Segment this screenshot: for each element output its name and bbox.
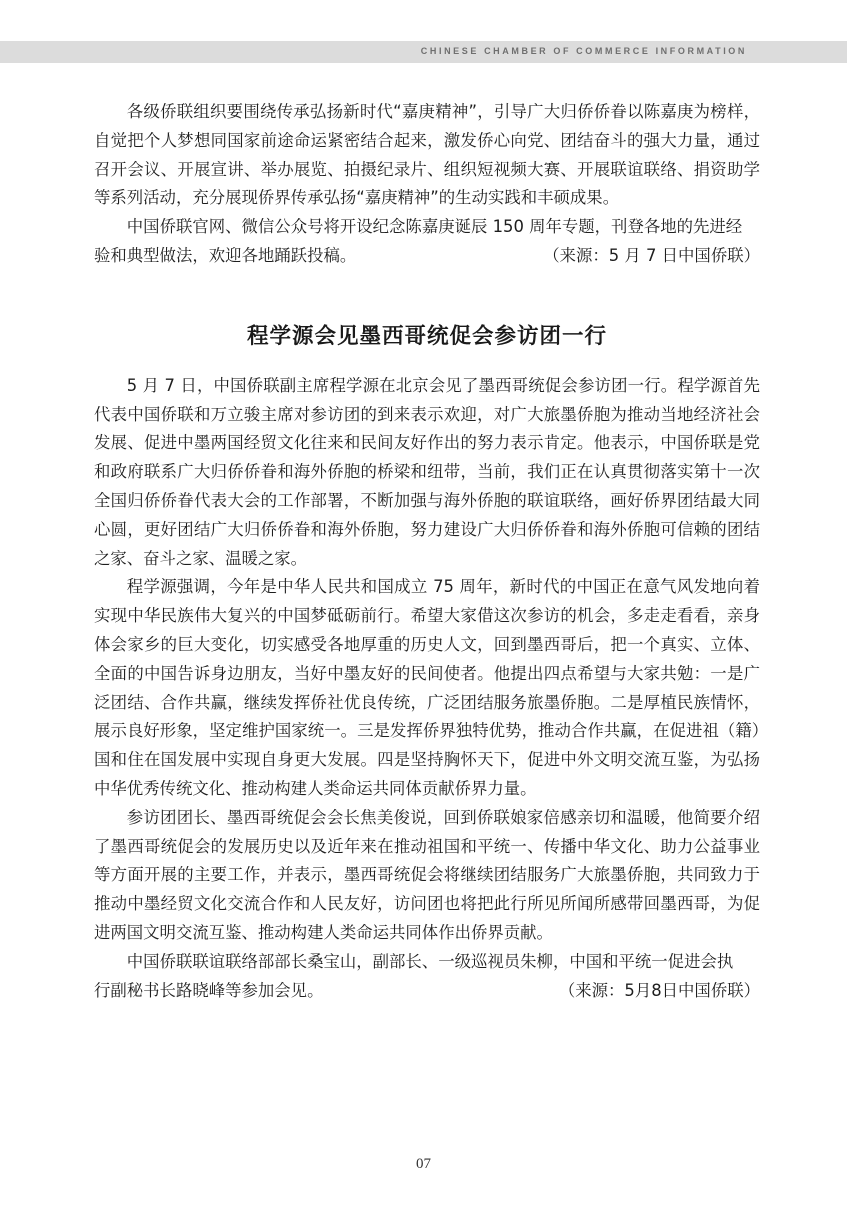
article1-closing-line <box>94 242 760 271</box>
article1-source: （来源：5 月 7 日中国侨联） <box>543 245 760 265</box>
page-number: 07 <box>416 1156 431 1172</box>
article2-paragraph-1: 5 月 7 日，中国侨联副主席程学源在北京会见了墨西哥统促会参访团一行。程学源首先代表中国侨联和万立骏主席对参访团的到来表示欢迎，对广大旅墨侨胞为推动当地经济社会发展、促进中墨两国经贸文化往来和民间友好作出的努力表示肯定。他表示，中国侨联是党和政府联系广大归侨侨眷和海外侨胞的桥梁和纽带，当前，我们正在认真贯彻落实第十一次全国归侨侨眷代表大会的工作部署，不断加强与海外侨胞的联谊联络，画好侨界团结最大同心圆，更好团结广大归侨侨眷和海外侨胞，努力建设广大归侨侨眷和海外侨胞可信赖的团结之家、奋斗之家、温暖之家。 <box>94 375 760 568</box>
article2-paragraph-4-line1: 中国侨联联谊联络部部长桑宝山，副部长、一级巡视员朱柳，中国和平统一促进会执 <box>126 951 734 971</box>
article2-title: 程学源会见墨西哥统促会参访团一行 <box>246 323 607 349</box>
article2-paragraph-4-line2: 行副秘书长路晓峰等参加会见。 <box>94 980 324 1000</box>
page-content <box>94 98 760 1005</box>
article1-paragraph-2-line2: 验和典型做法，欢迎各地踊跃投稿。 <box>94 245 357 265</box>
article1-paragraph-2-line1: 中国侨联官网、微信公众号将开设纪念陈嘉庚诞辰 150 周年专题，刊登各地的先进经 <box>126 217 743 237</box>
article2-paragraph-3: 参访团团长、墨西哥统促会会长焦美俊说，回到侨联娘家倍感亲切和温暖，他简要介绍了墨西哥统促会的发展历史以及近年来在推动祖国和平统一、传播中华文化、助力公益事业等方面开展的主要工作，并表示，墨西哥统促会将继续团结服务广大旅墨侨胞，共同致力于推动中墨经贸文化交流合作和人民友好，访问团也将把此行所见所闻所感带回墨西哥，为促进两国文明交流互鉴、推动构建人类命运共同体作出侨界贡献。 <box>94 807 760 942</box>
article1-paragraph-1: 各级侨联组织要围绕传承弘扬新时代“嘉庚精神”，引导广大归侨侨眷以陈嘉庚为榜样，自觉把个人梦想同国家前途命运紧密结合起来，激发侨心向党、团结奋斗的强大力量，通过召开会议、开展宣讲、举办展览、拍摄纪录片、组织短视频大赛、开展联谊联络、捐资助学等系列活动，充分展现侨界传承弘扬“嘉庚精神”的生动实践和丰硕成果。 <box>94 102 760 208</box>
article2-paragraph-2: 程学源强调，今年是中华人民共和国成立 75 周年，新时代的中国正在意气风发地向着实现中华民族伟大复兴的中国梦砥砺前行。希望大家借这次参访的机会，多走走看看，亲身体会家乡的巨大变化，切实感受各地厚重的历史人文，回到墨西哥后，把一个真实、立体、全面的中国告诉身边朋友，当好中墨友好的民间使者。他提出四点希望与大家共勉：一是广泛团结、合作共赢，继续发挥侨社优良传统，广泛团结服务旅墨侨胞。二是厚植民族情怀，展示良好形象，坚定维护国家统一。三是发挥侨界独特优势，推动合作共赢，在促进祖（籍）国和住在国发展中实现自身更大发展。四是坚持胸怀天下，促进中外文明交流互鉴，为弘扬中华优秀传统文化、推动构建人类命运共同体贡献侨界力量。 <box>94 577 760 798</box>
publication-header: CHINESE CHAMBER OF COMMERCE INFORMATION <box>420 46 747 56</box>
article2-closing-line <box>94 977 760 1006</box>
article2-source: （来源：5月8日中国侨联） <box>558 980 760 1000</box>
